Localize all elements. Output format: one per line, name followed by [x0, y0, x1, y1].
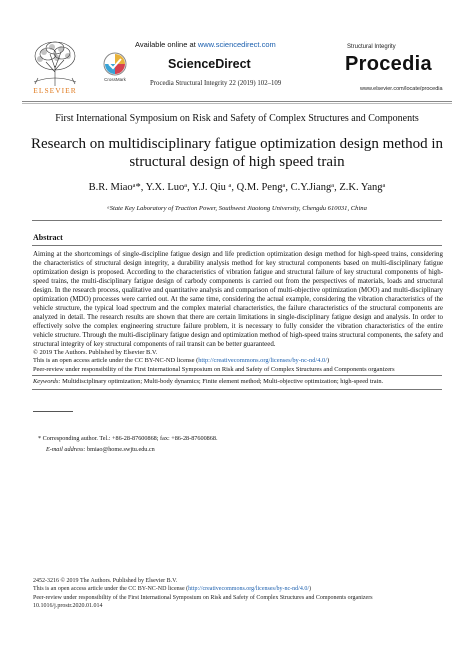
journal-subtitle: Structural Integrity — [347, 44, 396, 50]
sciencedirect-logo: ScienceDirect — [168, 57, 251, 71]
conference-title: First International Symposium on Risk and Safety of Complex Structures and Components — [55, 113, 419, 124]
abstract-heading: Abstract — [33, 233, 63, 242]
footer-license-link[interactable]: http://creativecommons.org/licenses/by-nc-nd/4.0/ — [188, 586, 309, 593]
keywords-divider-top — [32, 375, 442, 376]
header-divider — [22, 101, 452, 102]
license-line — [33, 357, 443, 365]
email-note — [46, 446, 155, 453]
paper-title: Research on multidisciplinary fatigue optimization design method in structural design of high speed train — [31, 136, 443, 170]
journal-citation: Procedia Structural Integrity 22 (2019) 102–109 — [150, 80, 282, 87]
elsevier-tree-logo — [28, 38, 82, 88]
abstract-body: Aiming at the shortcomings of single-discipline fatigue design and life prediction optimization design method for high-speed trains, considering the characteristics of structural design integrity, a durability analysis method for key structural components based on multi-disciplinary fatigue optimization design is proposed. According to the characteristics of vibration fatigue and structural failure of key structural components of high-speed trains, the multi-disciplinary fatigue design of carbody components is carried out from the perspectives of materials, loads and structural design. In the research process, qualitative and quantitative analysis and comparison of multi-objective optimization (MOO) and multi-disciplinary optimization (MDO) processes were carried out. At the same time, considering the actual example, considering the vibration characteristics of the vehicle structure, the typical load spectrum and the complex material characteristics, the failure characteristics of the structural components are analyzed in detail. The research results are shown that there are certain limitations in single-disciplinary fatigue design and analysis. In order to effectively solve the complex engineering structure failure problem, it is necessary to fully consider the vibration characteristics of the entire vehicle structure. Through the multi-disciplinary fatigue design and optimization method of high-speed trains structural components, the safety and structural integrity of key structural components of rail transit can be better guaranteed. — [33, 250, 443, 349]
keywords-text: Multidisciplinary optimization; Multi-body dynamics; Finite element method; Multi-objective optimization; high-speed train. — [62, 378, 384, 385]
keywords-line — [33, 378, 443, 385]
footer-license-line — [33, 585, 453, 593]
footnote-divider — [33, 411, 73, 412]
available-online-line — [135, 40, 276, 49]
copyright-line: © 2019 The Authors. Published by Elsevier B.V. — [33, 349, 158, 356]
footer-peer-review: Peer-review under responsibility of the First International Symposium on Risk and Safety of Complex Structures and Components organizers — [33, 594, 373, 601]
license-link[interactable]: http://creativecommons.org/licenses/by-nc-nd/4.0/ — [198, 357, 327, 365]
email-label: E-mail address: — [46, 446, 86, 453]
page-footer — [33, 577, 453, 610]
keywords-label: Keywords: — [33, 378, 61, 385]
email-address[interactable]: bmiao@home.swjtu.edu.cn — [87, 446, 155, 453]
abstract-license-block — [33, 349, 443, 374]
available-online-label: Available online at — [135, 40, 198, 49]
sciencedirect-link[interactable]: www.sciencedirect.com — [197, 40, 276, 49]
author-affiliation: ᵃState Key Laboratory of Traction Power, Southwest Jiaotong University, Chengdu 610031, China — [107, 205, 367, 212]
footer-license-close: ) — [309, 586, 311, 593]
license-text: This is an open access article under the CC BY-NC-ND license ( — [33, 357, 199, 365]
crossmark-label: CrossMark — [104, 77, 126, 82]
crossmark-icon[interactable] — [103, 52, 127, 76]
header-divider-thin — [22, 103, 452, 104]
footer-license-text: This is an open access article under the CC BY-NC-ND license ( — [33, 586, 189, 593]
elsevier-wordmark: ELSEVIER — [33, 86, 77, 95]
author-list: B.R. Miaoᵃ*, Y.X. Luoᵃ, Y.J. Qiu ᵃ, Q.M. Pengᵃ, C.Y.Jiangᵃ, Z.K. Yangᵃ — [88, 182, 386, 193]
license-close: ) — [326, 357, 330, 365]
journal-homepage-link[interactable]: www.elsevier.com/locate/procedia — [360, 86, 443, 92]
issn-line: 2452-3216 © 2019 The Authors. Published by Elsevier B.V. — [33, 578, 178, 584]
abstract-divider — [32, 245, 442, 246]
procedia-logo: Procedia — [345, 53, 432, 75]
keywords-divider-bottom — [32, 389, 442, 390]
corresponding-author-note: * Corresponding author. Tel.: +86-28-87600868; fax: +86-28-87600868. — [38, 435, 218, 442]
doi-line[interactable]: 10.1016/j.prostr.2020.01.014 — [33, 602, 103, 609]
title-divider — [32, 220, 442, 221]
peer-review-line: Peer-review under responsibility of the First International Symposium on Risk and Safety of Complex Structures and Components organizers — [33, 365, 395, 373]
